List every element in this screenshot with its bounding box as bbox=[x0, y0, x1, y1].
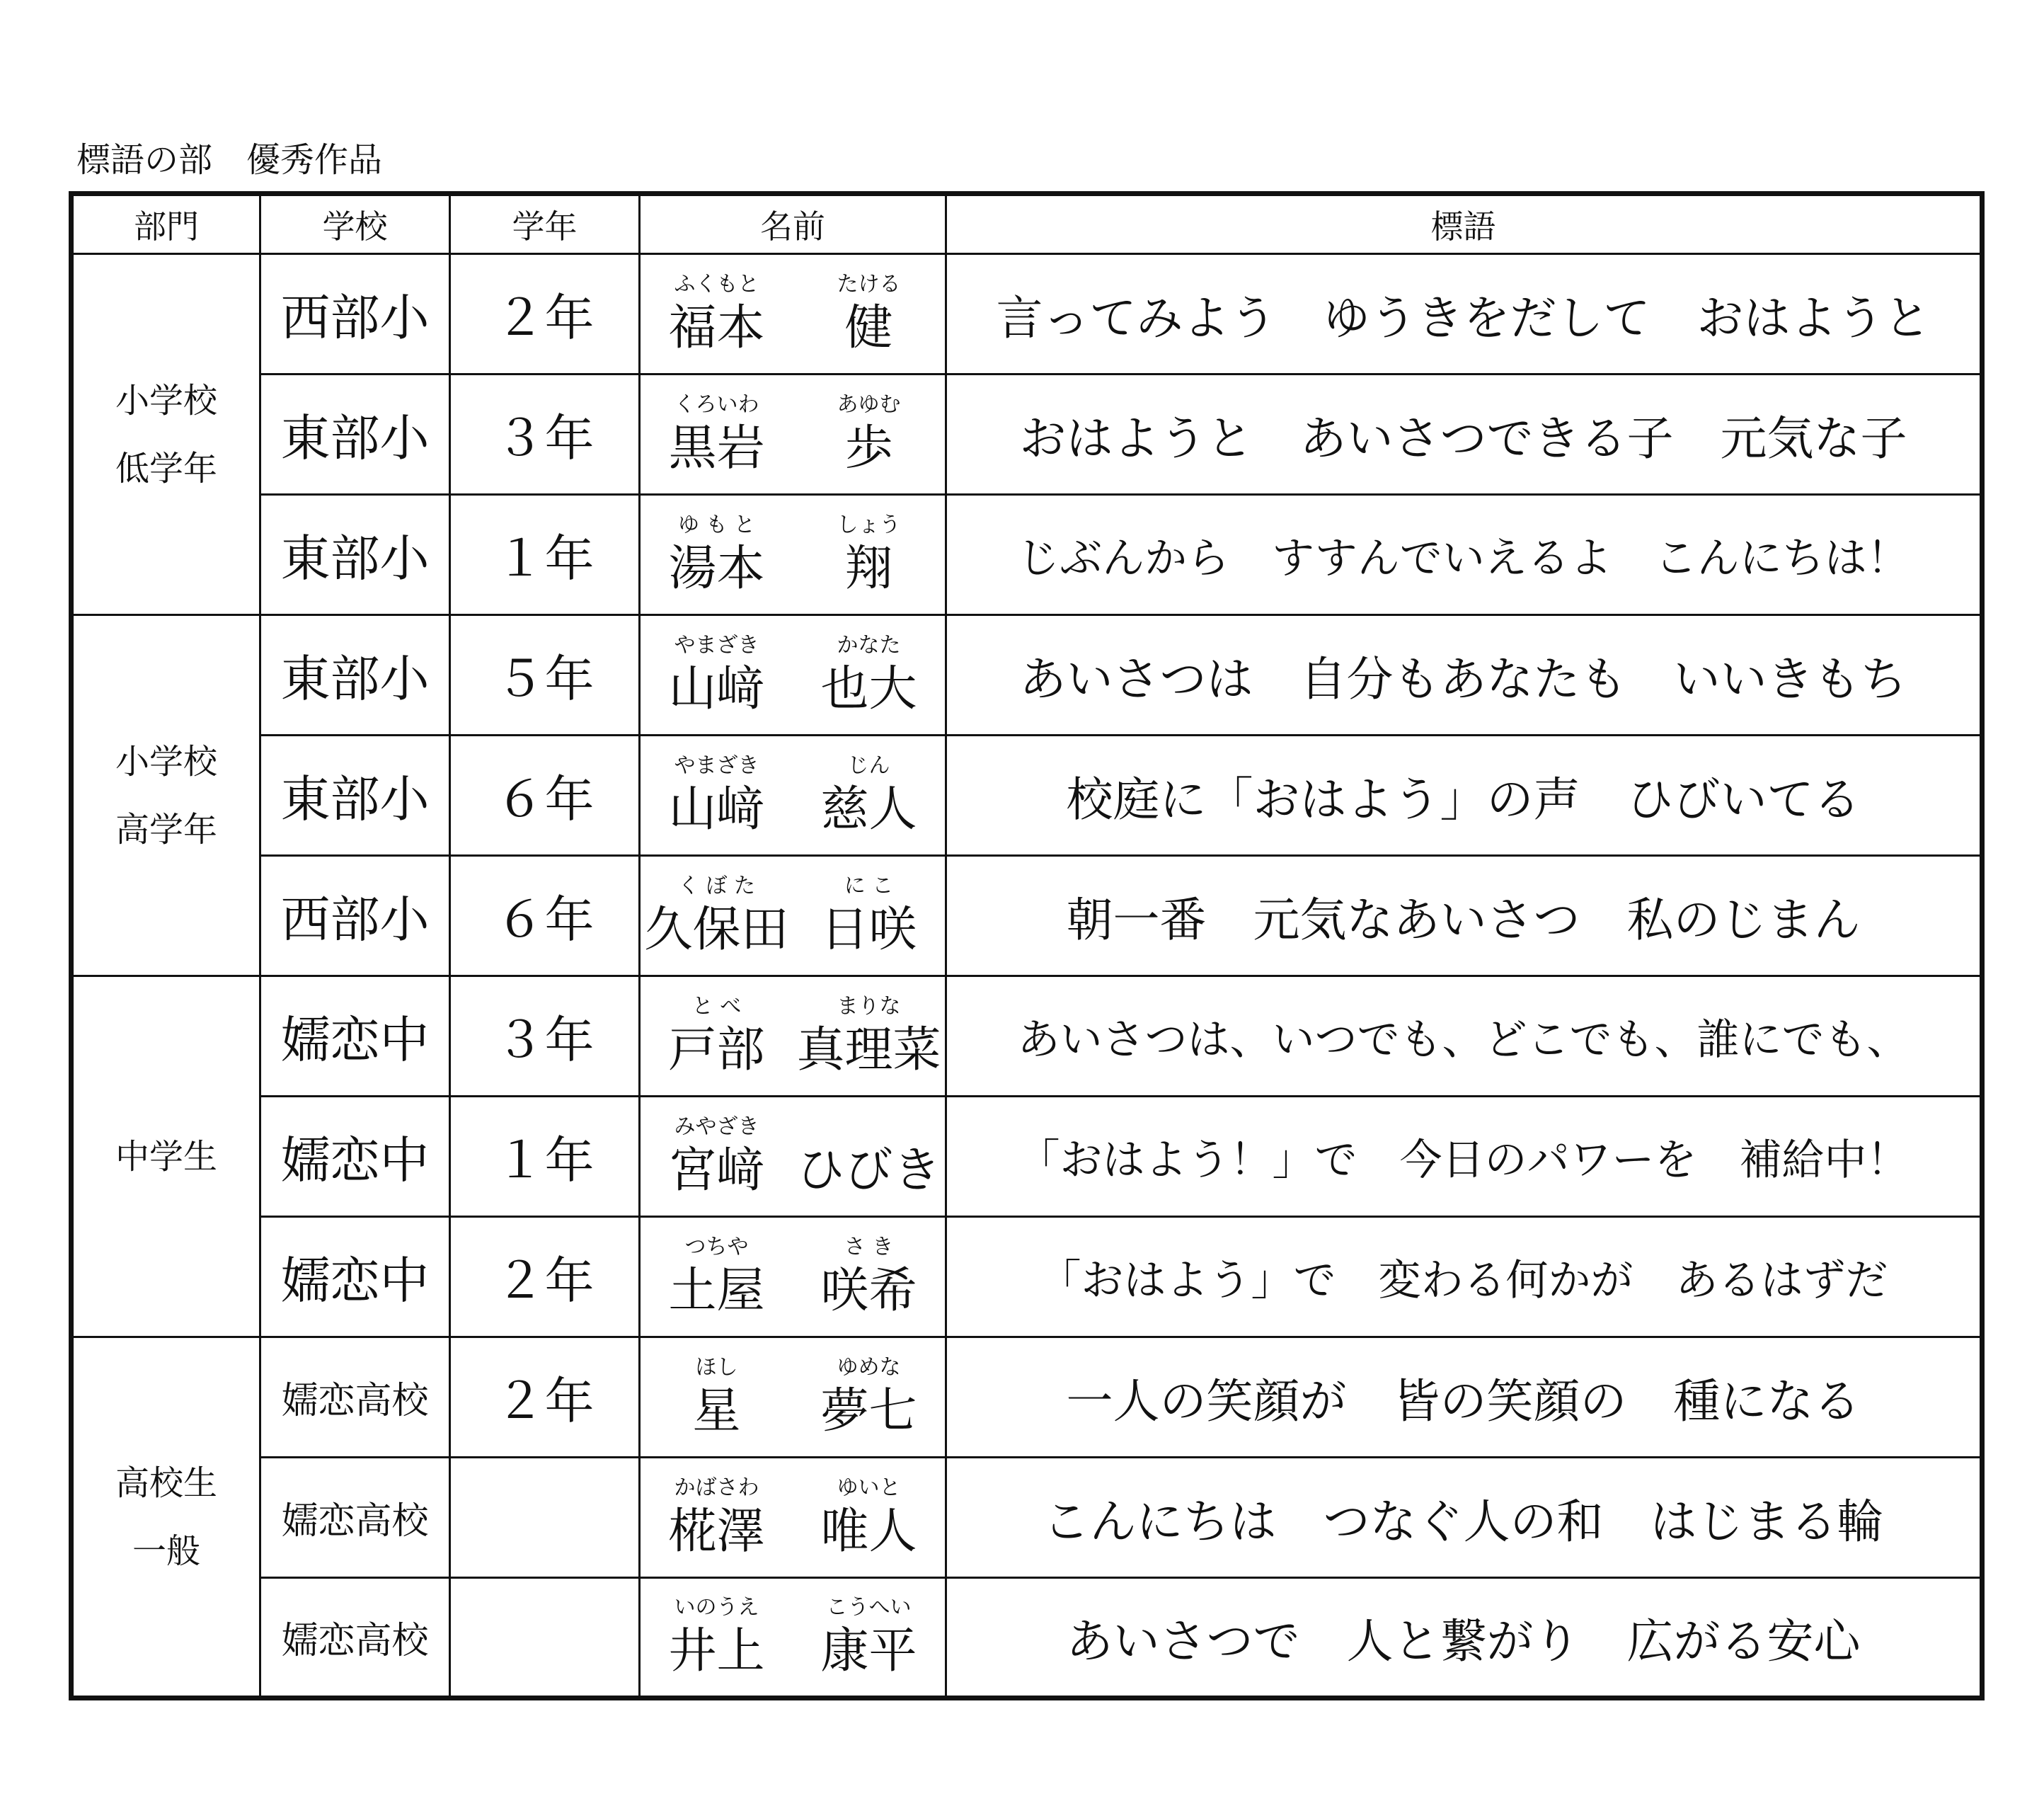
table-row bbox=[71, 1097, 1982, 1217]
header-row bbox=[71, 194, 1982, 254]
family-name: 宮﨑 bbox=[668, 1142, 765, 1199]
family-name: 椛澤 bbox=[668, 1503, 765, 1560]
table-row bbox=[71, 736, 1982, 856]
school-cell: 東部小 bbox=[260, 615, 450, 736]
grade-cell: ２年 bbox=[450, 1217, 640, 1337]
grade-cell: ２年 bbox=[450, 1337, 640, 1458]
family-kana: いのうえ bbox=[674, 1594, 759, 1620]
table-row bbox=[71, 1578, 1982, 1698]
given-name: 健 bbox=[844, 299, 893, 356]
name-cell bbox=[640, 1458, 946, 1578]
given-kana bbox=[793, 1113, 945, 1141]
family-name: 戸部 bbox=[668, 1022, 765, 1078]
grade-cell bbox=[450, 1578, 640, 1698]
slogan-cell: 朝一番 元気なあいさつ 私のじまん bbox=[946, 856, 1982, 976]
family-name: 山﨑 bbox=[668, 781, 765, 837]
table-row bbox=[71, 976, 1982, 1097]
given-name: ひびき bbox=[796, 1142, 941, 1199]
family-kana: つちや bbox=[684, 1234, 749, 1259]
given-kana: まりな bbox=[837, 993, 901, 1019]
name-cell bbox=[640, 615, 946, 736]
family-name: 福本 bbox=[668, 299, 765, 356]
slogan-cell: 言ってみよう ゆうきをだして おはようと bbox=[946, 254, 1982, 375]
given-kana: に こ bbox=[844, 873, 894, 898]
header-name: 名前 bbox=[640, 194, 946, 254]
family-name: 土屋 bbox=[668, 1262, 765, 1319]
division-line: 高校生 bbox=[115, 1463, 217, 1503]
table-row bbox=[71, 495, 1982, 615]
family-name: 黒岩 bbox=[668, 420, 765, 476]
division-cell bbox=[71, 1337, 260, 1698]
given-name: 翔 bbox=[844, 540, 893, 597]
family-kana: ふくもと bbox=[674, 271, 759, 297]
given-kana: じん bbox=[847, 753, 890, 778]
table-row bbox=[71, 615, 1982, 736]
page-title: 標語の部 優秀作品 bbox=[76, 140, 383, 180]
family-kana: ほし bbox=[695, 1354, 738, 1380]
division-line: 中学生 bbox=[115, 1136, 217, 1177]
grade-cell: ３年 bbox=[450, 375, 640, 495]
given-kana: こうへい bbox=[826, 1594, 912, 1620]
division-cell bbox=[71, 254, 260, 615]
division-line: 小学校 bbox=[115, 741, 217, 782]
grade-cell: １年 bbox=[450, 495, 640, 615]
family-name: 湯本 bbox=[668, 540, 765, 597]
table-row bbox=[71, 1458, 1982, 1578]
family-kana: やまざき bbox=[674, 632, 759, 658]
grade-cell: １年 bbox=[450, 1097, 640, 1217]
table-row bbox=[71, 375, 1982, 495]
given-kana: ゆいと bbox=[837, 1475, 901, 1500]
family-kana: くろいわ bbox=[674, 391, 759, 417]
grade-cell bbox=[450, 1458, 640, 1578]
given-name: 康平 bbox=[820, 1623, 917, 1679]
given-kana: ゆめな bbox=[837, 1354, 901, 1380]
header-school: 学校 bbox=[260, 194, 450, 254]
family-name: 久保田 bbox=[644, 901, 789, 958]
given-name: 也大 bbox=[820, 661, 917, 717]
slogan-cell: じぶんから すすんでいえるよ こんにちは！ bbox=[946, 495, 1982, 615]
grade-cell: ２年 bbox=[450, 254, 640, 375]
name-cell bbox=[640, 976, 946, 1097]
school-cell: 東部小 bbox=[260, 736, 450, 856]
slogan-cell: あいさつは、いつでも、どこでも、誰にでも、 bbox=[946, 976, 1982, 1097]
family-kana: かばさわ bbox=[674, 1475, 759, 1500]
slogan-cell: あいさつで 人と繋がり 広がる安心 bbox=[946, 1578, 1982, 1698]
family-kana: みやざき bbox=[674, 1114, 759, 1139]
given-kana: しょう bbox=[837, 512, 901, 537]
school-cell: 東部小 bbox=[260, 495, 450, 615]
family-name: 井上 bbox=[668, 1623, 765, 1679]
given-name: 真理菜 bbox=[796, 1022, 941, 1078]
school-cell: 西部小 bbox=[260, 856, 450, 976]
slogan-cell: 一人の笑顔が 皆の笑顔の 種になる bbox=[946, 1337, 1982, 1458]
given-name: 咲希 bbox=[820, 1262, 917, 1319]
grade-cell: ３年 bbox=[450, 976, 640, 1097]
table-row bbox=[71, 1337, 1982, 1458]
school-cell: 東部小 bbox=[260, 375, 450, 495]
grade-cell: ６年 bbox=[450, 856, 640, 976]
given-kana: あゆむ bbox=[837, 391, 901, 417]
slogan-cell: こんにちは つなぐ人の和 はじまる輪 bbox=[946, 1458, 1982, 1578]
division-line: 低学年 bbox=[115, 448, 217, 488]
table-row bbox=[71, 1217, 1982, 1337]
name-cell bbox=[640, 736, 946, 856]
name-cell bbox=[640, 1097, 946, 1217]
name-cell bbox=[640, 1578, 946, 1698]
slogan-cell: あいさつは 自分もあなたも いいきもち bbox=[946, 615, 1982, 736]
given-name: 夢七 bbox=[820, 1383, 917, 1439]
given-name: 唯人 bbox=[820, 1503, 917, 1560]
header-division: 部門 bbox=[71, 194, 260, 254]
header-slogan: 標語 bbox=[946, 194, 1982, 254]
division-line: 高学年 bbox=[115, 809, 217, 850]
name-cell bbox=[640, 375, 946, 495]
division-line: 小学校 bbox=[115, 380, 217, 421]
given-name: 歩 bbox=[844, 420, 893, 476]
given-kana: たける bbox=[837, 271, 901, 297]
school-cell: 嬬恋高校 bbox=[260, 1337, 450, 1458]
school-cell: 嬬恋中 bbox=[260, 976, 450, 1097]
name-cell bbox=[640, 1217, 946, 1337]
grade-cell: ５年 bbox=[450, 615, 640, 736]
family-kana: やまざき bbox=[674, 753, 759, 778]
name-cell bbox=[640, 1337, 946, 1458]
table-row bbox=[71, 254, 1982, 375]
family-kana: と べ bbox=[691, 993, 742, 1019]
slogan-cell: おはようと あいさつできる子 元気な子 bbox=[946, 375, 1982, 495]
school-cell: 嬬恋中 bbox=[260, 1097, 450, 1217]
school-cell: 西部小 bbox=[260, 254, 450, 375]
name-cell bbox=[640, 495, 946, 615]
family-kana: ゆ も と bbox=[677, 512, 756, 537]
given-name: 日咲 bbox=[820, 901, 917, 958]
division-cell bbox=[71, 976, 260, 1337]
family-name: 星 bbox=[692, 1383, 741, 1439]
division-cell bbox=[71, 615, 260, 976]
name-cell bbox=[640, 856, 946, 976]
family-kana: く ぼ た bbox=[677, 873, 756, 898]
given-name: 慈人 bbox=[820, 781, 917, 837]
header-grade: 学年 bbox=[450, 194, 640, 254]
given-kana: さ き bbox=[844, 1234, 894, 1259]
slogan-cell: 「おはよう！」で 今日のパワーを 補給中！ bbox=[946, 1097, 1982, 1217]
name-cell bbox=[640, 254, 946, 375]
school-cell: 嬬恋高校 bbox=[260, 1578, 450, 1698]
awards-table bbox=[69, 191, 1985, 1700]
school-cell: 嬬恋高校 bbox=[260, 1458, 450, 1578]
grade-cell: ６年 bbox=[450, 736, 640, 856]
slogan-cell: 校庭に「おはよう」の声 ひびいてる bbox=[946, 736, 1982, 856]
slogan-cell: 「おはよう」で 変わる何かが あるはずだ bbox=[946, 1217, 1982, 1337]
division-line: 一般 bbox=[132, 1531, 200, 1571]
given-kana: かなた bbox=[837, 632, 901, 658]
family-name: 山﨑 bbox=[668, 661, 765, 717]
school-cell: 嬬恋中 bbox=[260, 1217, 450, 1337]
table-row bbox=[71, 856, 1982, 976]
